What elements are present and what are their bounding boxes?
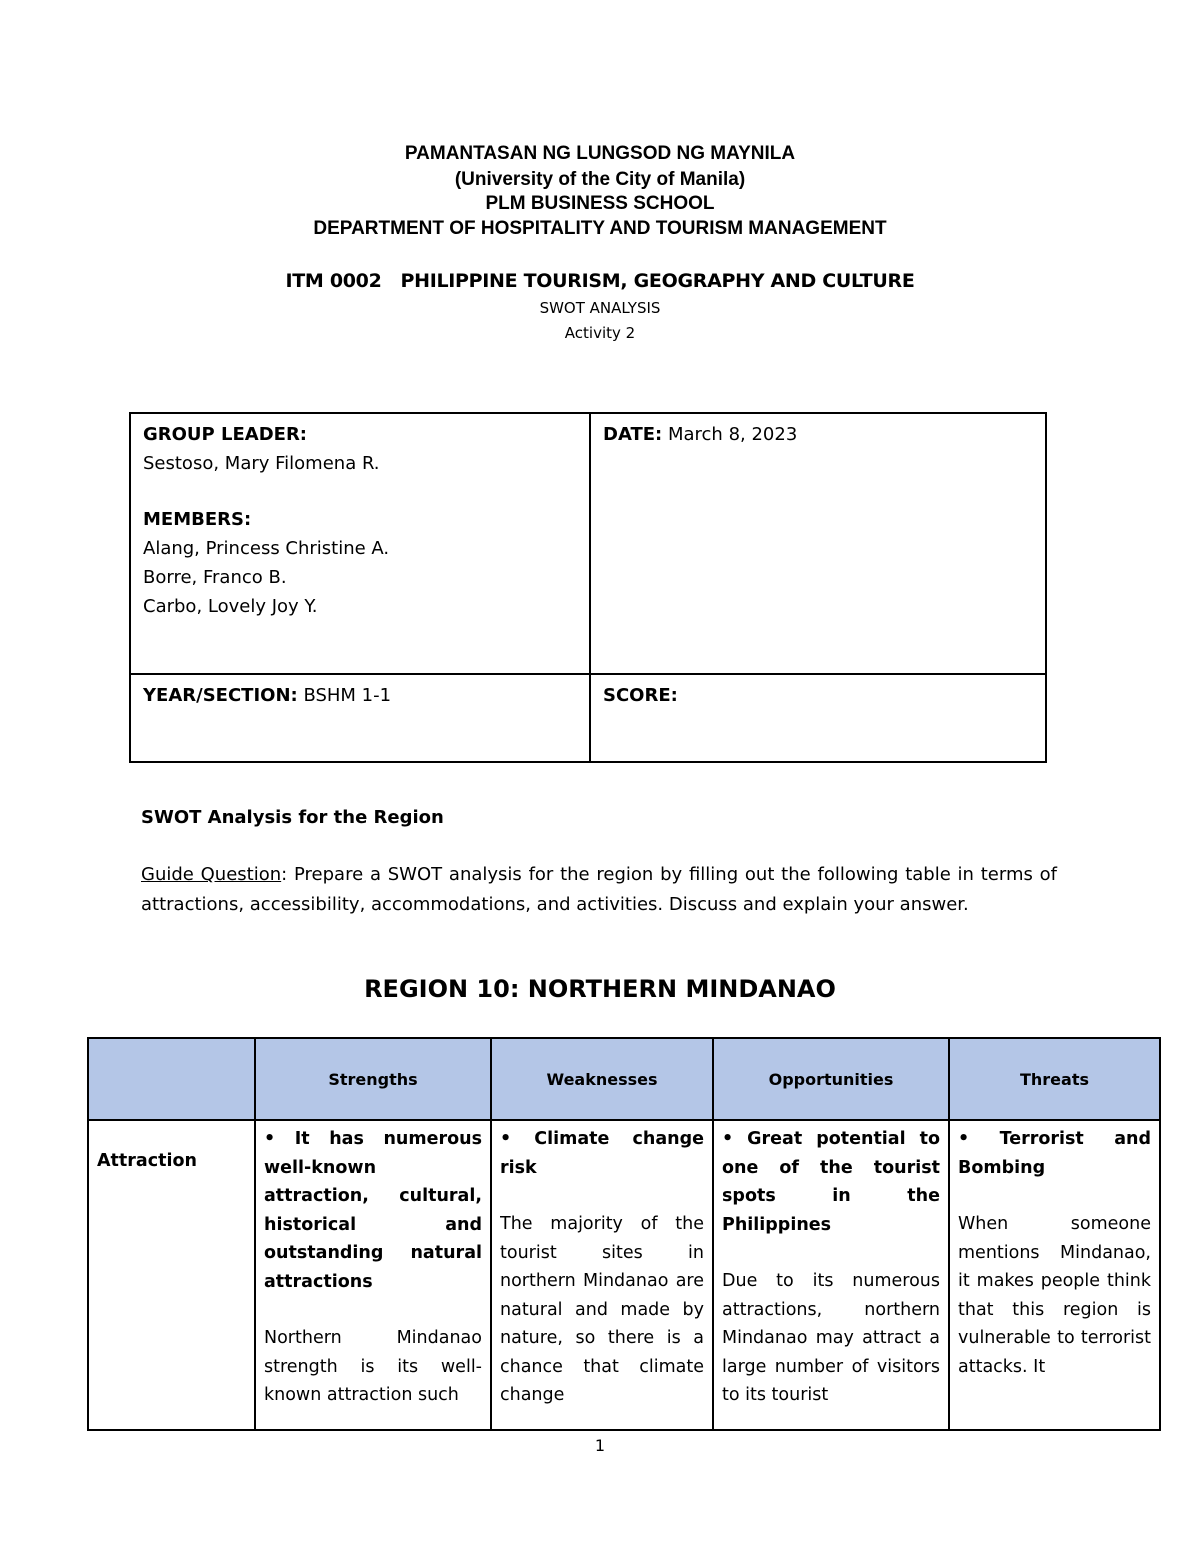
group-members-cell [130,413,590,674]
group-info-table [129,412,1047,763]
members-label: MEMBERS: [143,509,252,530]
date-value: March 8, 2023 [662,424,798,445]
swot-table [87,1037,1161,1431]
score-cell [590,674,1046,762]
swot-row-label-attraction: Attraction [88,1120,255,1430]
strengths-text: Northern Mindanao strength is its well-known attraction such [264,1328,482,1405]
year-section-cell [130,674,590,762]
section-title: SWOT Analysis for the Region [141,807,444,828]
university-name: PAMANTASAN NG LUNGSOD NG MAYNILA [404,143,796,164]
guide-question-text: Prepare a SWOT analysis for the region by filling out the following table in terms of attractions, accessibility, accommodations, and activities. Discuss and explain your answer. [141,864,1057,915]
member-name: Carbo, Lovely Joy Y. [143,596,318,617]
swot-header-weaknesses: Weaknesses [491,1038,713,1120]
swot-header-strengths: Strengths [255,1038,491,1120]
weaknesses-point: • Climate change risk [500,1129,704,1178]
strengths-point: • It has numerous well-known attraction, cultural, historical and outstanding natural attractions [264,1129,482,1292]
department-name: DEPARTMENT OF HOSPITALITY AND TOURISM MANAGEMENT [313,218,887,239]
opportunities-point: • Great potential to one of the tourist spots in the Philippines [722,1129,940,1235]
swot-header-opportunities: Opportunities [713,1038,949,1120]
swot-weaknesses-cell [491,1120,713,1430]
group-leader-name: Sestoso, Mary Filomena R. [143,453,380,474]
weaknesses-text: The majority of the tourist sites in northern Mindanao are natural and made by nature, so there is a chance that climate change [500,1214,704,1405]
member-name: Alang, Princess Christine A. [143,538,390,559]
swot-header-empty [88,1038,255,1120]
score-label: SCORE: [603,685,678,706]
school-name: PLM BUSINESS SCHOOL [485,193,715,214]
guide-question [141,860,1057,919]
swot-threats-cell [949,1120,1160,1430]
guide-question-label: Guide Question [141,864,282,885]
university-english-name: (University of the City of Manila) [454,169,746,190]
swot-strengths-cell [255,1120,491,1430]
activity-label: Activity 2 [564,324,636,342]
threats-point: • Terrorist and Bombing [958,1129,1151,1178]
guide-question-colon: : [281,864,288,885]
swot-opportunities-cell [713,1120,949,1430]
swot-header-threats: Threats [949,1038,1160,1120]
group-leader-label: GROUP LEADER: [143,424,308,445]
date-cell [590,413,1046,674]
opportunities-text: Due to its numerous attractions, northern Mindanao may attract a large number of visitors to its tourist [722,1271,940,1405]
region-title: REGION 10: NORTHERN MINDANAO [364,975,836,1003]
threats-text: When someone mentions Mindanao, it makes people think that this region is vulnerable to terrorist attacks. It [958,1214,1151,1377]
member-name: Borre, Franco B. [143,567,287,588]
year-section-label: YEAR/SECTION: [143,685,298,706]
page-number: 1 [594,1436,606,1455]
document-subtitle: SWOT ANALYSIS [539,299,661,317]
year-section-value: BSHM 1-1 [297,685,392,706]
date-label: DATE: [603,424,663,445]
course-title: ITM 0002 PHILIPPINE TOURISM, GEOGRAPHY AND CULTURE [285,270,915,292]
